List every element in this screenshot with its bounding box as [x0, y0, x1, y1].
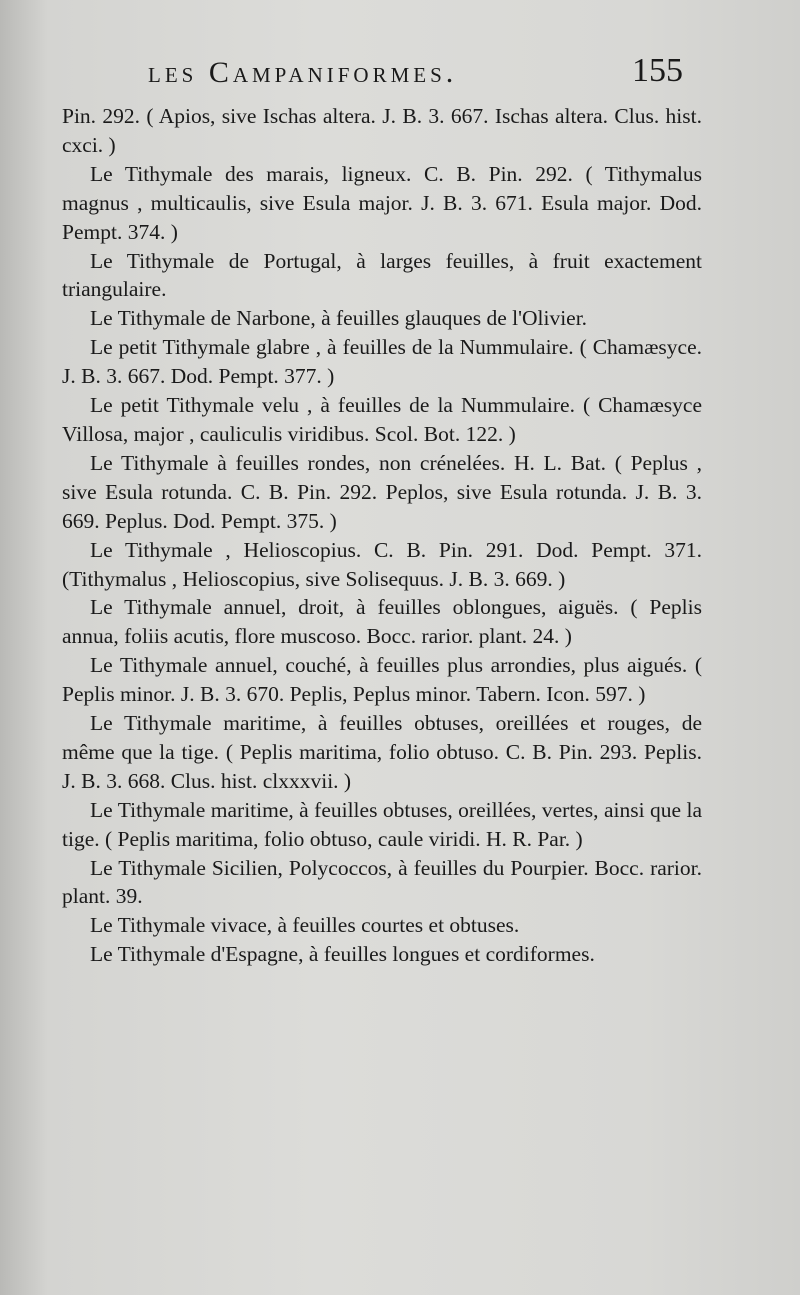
body-text	[62, 102, 702, 969]
paragraph: Le Tithymale annuel, droit, à feuilles oblongues, aiguës. ( Peplis annua, foliis acutis, flore muscoso. Bocc. rarior. plant. 24. )	[62, 595, 702, 649]
paragraph: Le Tithymale maritime, à feuilles obtuses, oreillées, vertes, ainsi que la tige. ( Peplis maritima, folio obtuso, caule viridi. H. R. Par. )	[62, 797, 702, 851]
paragraph: Pin. 292. ( Apios, sive Ischas altera. J. B. 3. 667. Ischas altera. Clus. hist. cxci. )	[62, 104, 702, 157]
paragraph: Le Tithymale d'Espagne, à feuilles longues et cordiformes.	[90, 942, 595, 967]
paragraph: Le Tithymale , Helioscopius. C. B. Pin. 291. Dod. Pempt. 371. (Tithymalus , Helioscopius, sive Solisequus. J. B. 3. 669. )	[62, 537, 702, 591]
paragraph: Le Tithymale annuel, couché, à feuilles plus arrondies, plus aigués. ( Peplis minor. J. B. 3. 670. Peplis, Peplus minor. Tabern. Icon. 597. )	[62, 653, 702, 707]
paragraph: Le petit Tithymale velu , à feuilles de la Nummulaire. ( Chamæsyce Villosa, major , cauliculis viridibus. Scol. Bot. 122. )	[62, 393, 702, 446]
page-number: 155	[632, 52, 683, 89]
paragraph: Le Tithymale de Narbone, à feuilles glauques de l'Olivier.	[90, 306, 588, 331]
paragraph: Le Tithymale à feuilles rondes, non crénelées. H. L. Bat. ( Peplus , sive Esula rotunda. C. B. Pin. 292. Peplos, sive Esula rotunda. J. B. 3. 669. Peplus. Dod. Pempt. 375. )	[62, 450, 702, 533]
page-header	[0, 52, 800, 94]
running-title: les Campaniformes.	[148, 56, 458, 89]
paragraph: Le Tithymale vivace, à feuilles courtes et obtuses.	[90, 913, 520, 938]
paragraph: Le Tithymale des marais, ligneux. C. B. Pin. 292. ( Tithymalus magnus , multicaulis, sive Esula major. J. B. 3. 671. Esula major. Dod. Pempt. 374. )	[62, 161, 702, 244]
paragraph: Le Tithymale Sicilien, Polycoccos, à feuilles du Pourpier. Bocc. rarior. plant. 39.	[62, 855, 702, 909]
paragraph: Le Tithymale maritime, à feuilles obtuses, oreillées et rouges, de même que la tige. ( Peplis maritima, folio obtuso. C. B. Pin. 293. Peplis. J. B. 3. 668. Clus. hist. clxxxvii. )	[62, 711, 702, 793]
paragraph: Le petit Tithymale glabre , à feuilles de la Nummulaire. ( Chamæsyce. J. B. 3. 667. Dod. Pempt. 377. )	[62, 335, 702, 389]
paragraph: Le Tithymale de Portugal, à larges feuilles, à fruit exactement triangulaire.	[62, 248, 702, 302]
